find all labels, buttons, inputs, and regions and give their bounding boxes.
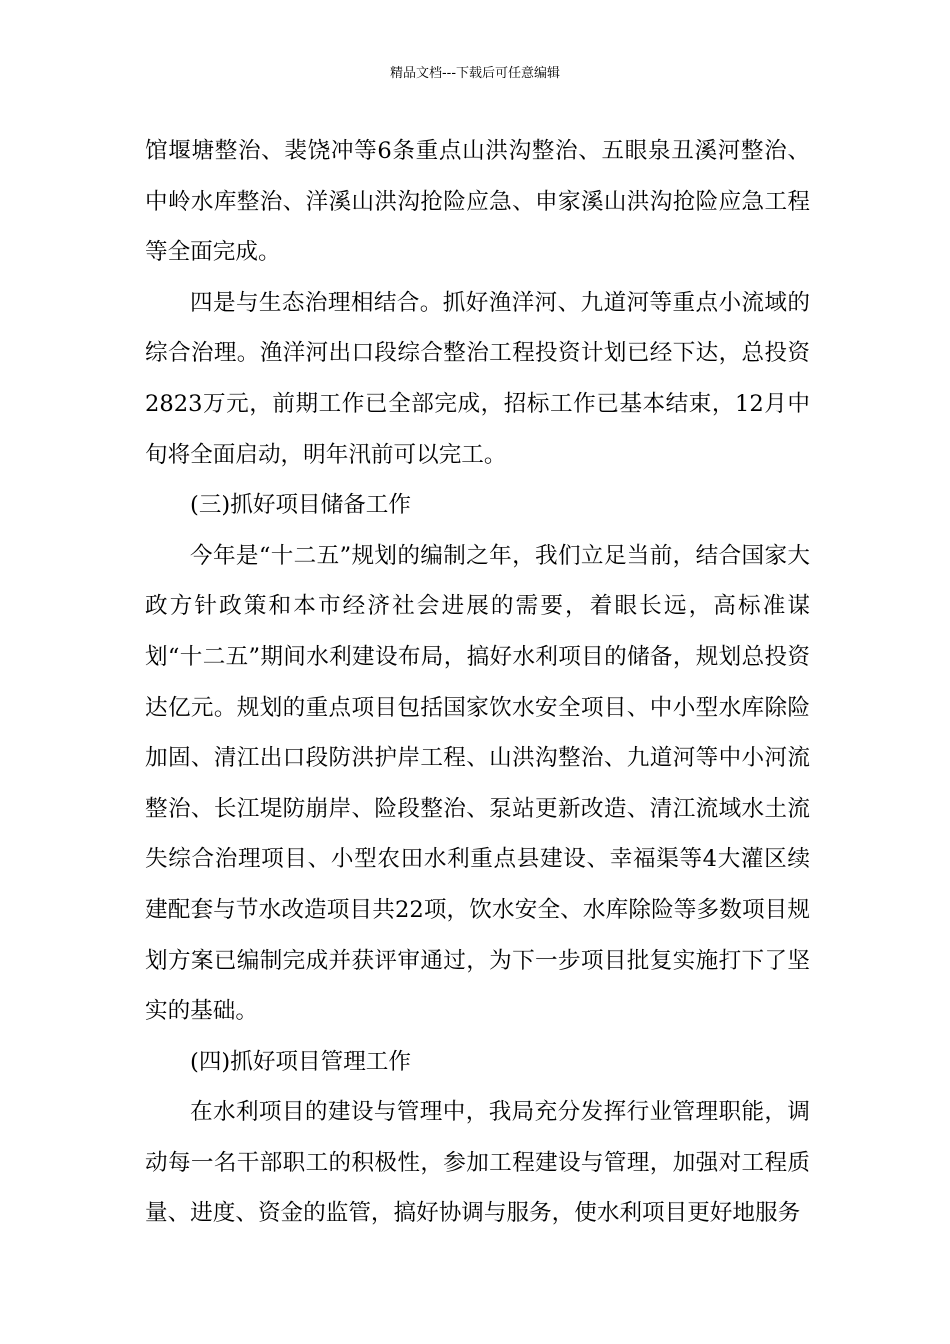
paragraph: 馆堰塘整治、裴饶冲等6条重点山洪沟整治、五眼泉丑溪河整治、中岭水库整治、洋溪山洪沟抢险应急、申家溪山洪沟抢险应急工程等全面完成。 (145, 138, 810, 266)
section-heading: (三)抓好项目储备工作 (190, 492, 411, 519)
page-header: 精品文档---下载后可任意编辑 (389, 66, 561, 81)
paragraph: 四是与生态治理相结合。抓好渔洋河、九道河等重点小流域的综合治理。渔洋河出口段综合整治工程投资计划已经下达，总投资2823万元，前期工作已全部完成，招标工作已基本结束，12月中旬将全面启动，明年汛前可以完工。 (145, 289, 810, 468)
paragraph: 在水利项目的建设与管理中，我局充分发挥行业管理职能，调动每一名干部职工的积极性，参加工程建设与管理，加强对工程质量、进度、资金的监管，搞好协调与服务，使水利项目更好地服务 (145, 1099, 810, 1227)
paragraph: 今年是“十二五”规划的编制之年，我们立足当前，结合国家大政方针政策和本市经济社会进展的需要，着眼长远，高标准谋划“十二五”期间水利建设布局，搞好水利项目的储备，规划总投资达亿元。规划的重点项目包括国家饮水安全项目、中小型水库除险加固、清江出口段防洪护岸工程、山洪沟整治、九道河等中小河流整治、长江堤防崩岸、险段整治、泵站更新改造、清江流域水土流失综合治理项目、小型农田水利重点县建设、幸福渠等4大灌区续建配套与节水改造项目共22项，饮水安全、水库除险等多数项目规划方案已编制完成并获评审通过，为下一步项目批复实施打下了坚实的基础。 (145, 542, 810, 1025)
section-heading: (四)抓好项目管理工作 (190, 1048, 411, 1075)
document-body (145, 126, 810, 1239)
